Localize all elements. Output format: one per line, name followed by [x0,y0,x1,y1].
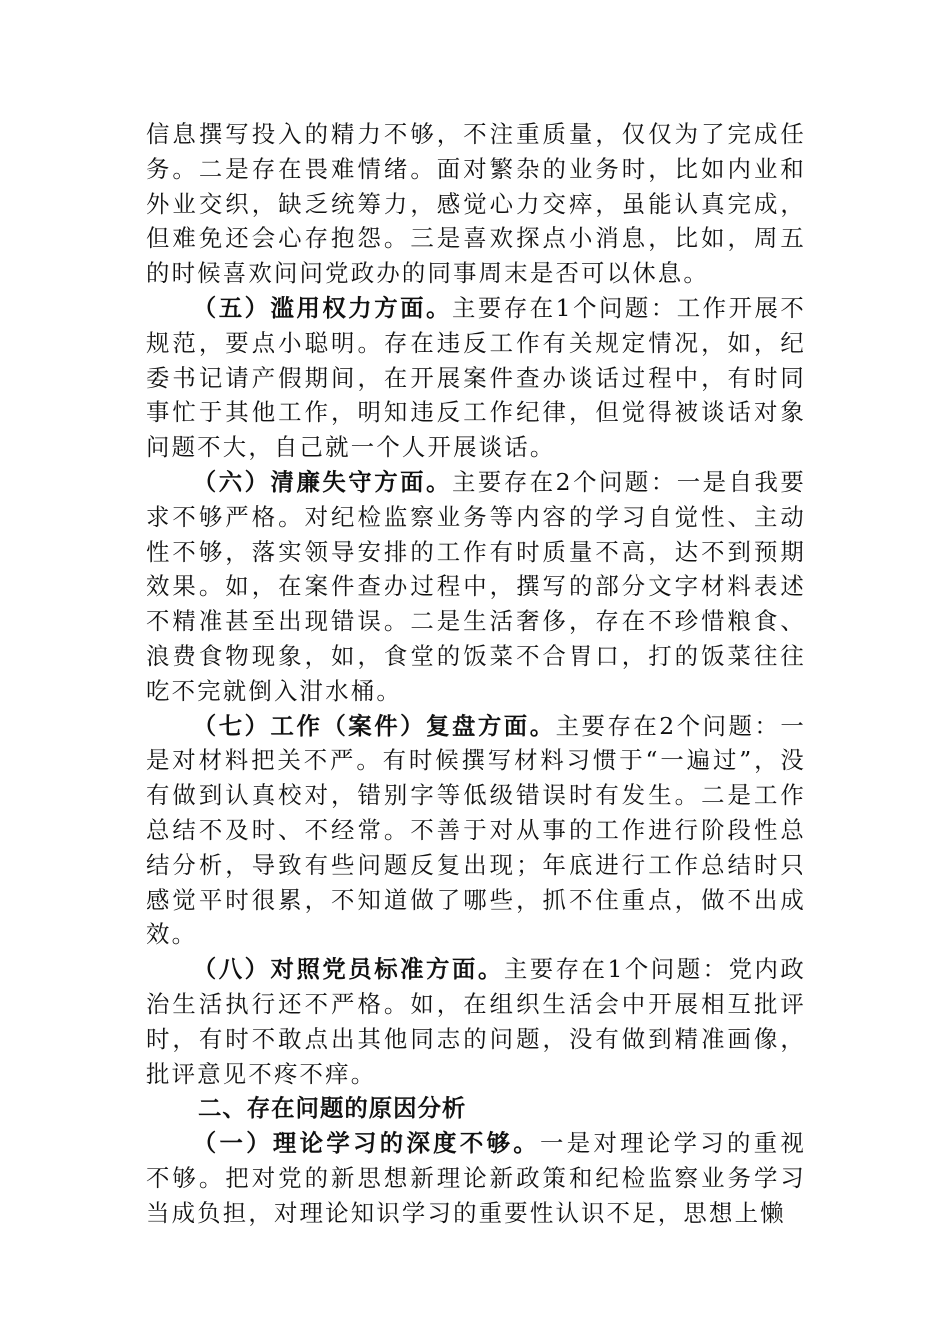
paragraph-lead: （五）滥用权力方面。 [192,293,452,322]
paragraph-text: 主要存在2个问题：一是对材料把关不严。有时候撰写材料习惯于“一遍过”，没有做到认真校对，错别字等低级错误时有发生。二是工作总结不及时、不经常。不善于对从事的工作进行阶段性总结分析，导致有些问题反复出现；年底进行工作总结时只感觉平时很累，不知道做了哪些，抓不住重点，做不出成效。 [146,711,806,949]
paragraph-theory-study [146,1126,806,1230]
paragraph-text: 主要存在1个问题：党内政治生活执行还不严格。如，在组织生活会中开展相互批评时，有时不敢点出其他同志的问题，没有做到精准画像，批评意见不疼不痒。 [146,955,806,1088]
paragraph-continuation [146,117,806,291]
paragraph-lead: （八）对照党员标准方面。 [192,955,504,984]
paragraph-text: 信息撰写投入的精力不够，不注重质量，仅仅为了完成任务。二是存在畏难情绪。面对繁杂的业务时，比如内业和外业交织，缺乏统筹力，感觉心力交瘁，虽能认真完成，但难免还会心存抱怨。三是喜欢探点小消息，比如，周五的时候喜欢问问党政办的同事周末是否可以休息。 [146,120,806,288]
paragraph-lead: （六）清廉失守方面。 [192,467,452,496]
paragraph-lead: （七）工作（案件）复盘方面。 [192,711,556,740]
paragraph-lead: （一）理论学习的深度不够。 [192,1129,541,1158]
section-heading: 二、存在问题的原因分析 [198,1094,467,1123]
paragraph-abuse-of-power [146,291,806,465]
paragraph-work-review [146,709,806,953]
paragraph-party-standard [146,952,806,1091]
paragraph-text: 主要存在1个问题：工作开展不规范，要点小聪明。存在违反工作有关规定情况，如，纪委书记请产假期间，在开展案件查办谈话过程中，有时同事忙于其他工作，明知违反工作纪律，但觉得被谈话对象问题不大，自己就一个人开展谈话。 [146,293,806,462]
paragraph-integrity [146,465,806,709]
document-body [146,117,806,1231]
paragraph-text: 一是对理论学习的重视不够。把对党的新思想新理论新政策和纪检监察业务学习当成负担，对理论知识学习的重要性认识不足，思想上懒 [146,1129,807,1227]
paragraph-text: 主要存在2个问题：一是自我要求不够严格。对纪检监察业务等内容的学习自觉性、主动性不够，落实领导安排的工作有时质量不高，达不到预期效果。如，在案件查办过程中，撰写的部分文字材料表述不精准甚至出现错误。二是生活奢侈，存在不珍惜粮食、浪费食物现象，如，食堂的饭菜不合胃口，打的饭菜往往吃不完就倒入泔水桶。 [146,467,806,705]
